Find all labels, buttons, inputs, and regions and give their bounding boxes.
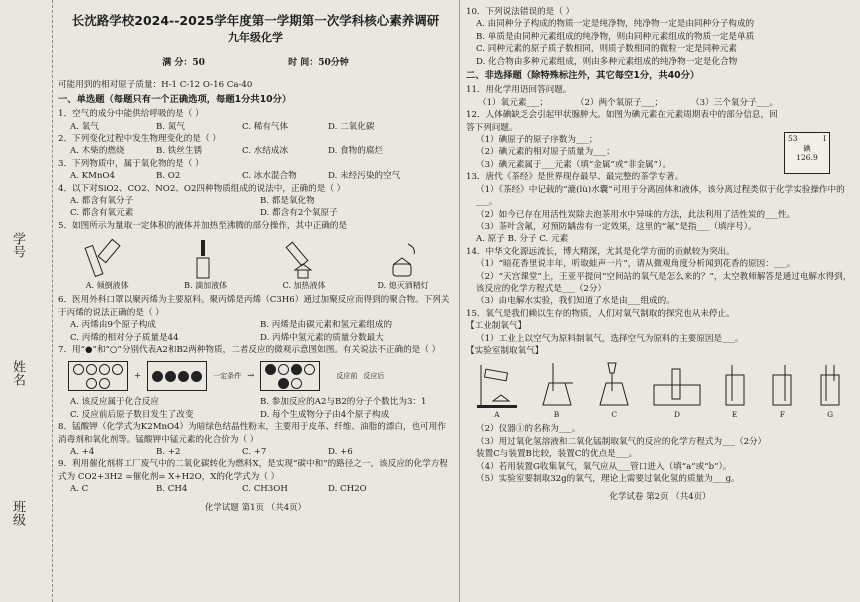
question-2-options: [58, 145, 453, 157]
atomic-number: 53: [788, 134, 798, 143]
question-9: 9．利用催化剂将工厂废气中的二氧化碳转化为燃料X，是实现“碳中和”的路径之一，该反应的化学方程式为 CO2+3H2 =催化剂= X+H2O，X的化学式为（ ）: [58, 459, 448, 482]
question-13: 13．唐代《茶经》是世界现存最早、最完整的茶学专著。: [466, 172, 684, 183]
option: C. 都含有氧元素: [70, 208, 134, 219]
pour-liquid-icon: [82, 238, 132, 280]
option: A. +4: [70, 446, 95, 457]
dropper-icon: [181, 238, 231, 280]
flask-funnel-icon: [537, 361, 577, 409]
option: C. CH3OH: [242, 484, 288, 495]
apparatus-label: E: [731, 409, 738, 419]
apparatus-d: [652, 361, 702, 421]
question-8: 8．锰酸钾（化学式为K2MnO4）为暗绿色结晶性粉末，主要用于皮革、纤维、油脂的漂白，也可用作消毒剂和氧化剂等。锰酸钾中锰元素的化合价为（ ）: [58, 422, 446, 445]
exam-subtitle: 九年级化学: [228, 31, 283, 44]
margin-label-class: 班级: [10, 500, 25, 526]
plus-sign: +: [134, 371, 142, 382]
question-5-figures: [58, 234, 453, 292]
figure-extinguish-lamp: [378, 238, 429, 292]
option: A. 氧气: [70, 121, 99, 132]
option: B. O2: [156, 171, 181, 182]
section-2-heading: 二、非选择题（除特殊标注外，其它每空1分，共40分）: [466, 70, 700, 82]
option: A. 木柴的燃烧: [70, 146, 125, 157]
gas-bottle-icon: [767, 361, 797, 409]
apparatus-c: [594, 361, 634, 421]
question-1: 1．空气的成分中能供给呼吸的是（ ）: [58, 109, 204, 120]
score-text: 满 分：50: [162, 58, 205, 68]
lab-apparatus-row: [466, 361, 854, 421]
before-label: 反应前: [336, 372, 358, 381]
option: C. +7: [242, 446, 267, 457]
question-8-options: [58, 446, 453, 458]
right-page: [466, 6, 854, 504]
apparatus-g: [815, 361, 845, 421]
element-symbol: I: [823, 134, 826, 143]
margin-label-name: 姓名: [10, 360, 25, 386]
blank-item: （5）实验室要制取32g的氧气，理论上需要过氧化氢的质量为___g。: [476, 474, 740, 484]
option: D. CH2O: [328, 484, 367, 495]
figure-pour-liquid: [82, 238, 132, 292]
question-6-options: [58, 319, 453, 344]
option: A. 由同种分子构成的物质一定是纯净物，纯净物一定是由同种分子构成的: [476, 19, 755, 30]
question-14-items: [466, 258, 854, 308]
blank-item: （2）两个氧原子___；: [575, 97, 664, 108]
apparatus-label: D: [673, 409, 680, 419]
option: A. 该反应属于化合反应: [70, 397, 160, 408]
after-label: 反应后: [363, 372, 385, 381]
arrow-icon: →: [247, 371, 255, 382]
question-14: 14．中华文化源远流长，博大精深，尤其是化学方面的贡献较为突出。: [466, 246, 735, 257]
left-page: [58, 6, 453, 514]
blank-item: （1）“暗花香里说丰年，听取蛙声一片”，请从微观角度分析闻到花香的原因：___。: [476, 259, 796, 270]
heat-liquid-icon: [279, 238, 329, 280]
gas-bottle-icon: [815, 361, 845, 409]
question-10-options: [466, 18, 854, 68]
blank-item: （3）三个氧分子___。: [691, 97, 779, 108]
page-footer-right: 化学试卷 第2页 （共4页）: [609, 492, 711, 503]
blank-item: （3）碘元素属于___元素（填“金属”或“非金属”）。: [476, 159, 671, 170]
binding-margin: [0, 0, 53, 602]
option: B. 氮气: [156, 121, 185, 132]
apparatus-e: [720, 361, 750, 421]
apparatus-label: B: [553, 409, 560, 419]
exam-title: 长沈路学校2024--2025学年度第一学期第一次学科核心素养调研: [71, 13, 440, 28]
option: B. 单质是由同种元素组成的纯净物，则由同种元素组成的物质一定是单质: [476, 31, 755, 42]
option: B. 丙烯是由碳元素和氢元素组成的: [260, 320, 393, 331]
page-divider: [459, 0, 460, 602]
question-6: 6．医用外科口罩以聚丙烯为主要原料。聚丙烯是丙烯（C3H6）通过加聚反应而得到的聚合物。下列关于丙烯的说法正确的是（ ）: [58, 295, 450, 318]
reactant-box-a: [68, 361, 128, 391]
gas-bottle-icon: [720, 361, 750, 409]
option: C. 冰水混合物: [242, 171, 297, 182]
reactant-box-b: [147, 361, 207, 391]
figure-heat-liquid: [279, 238, 329, 292]
question-13-items: [466, 184, 854, 246]
blank-item: （2）碘元素的相对原子质量为___；: [476, 147, 615, 158]
figure-caption: C. 加热液体: [282, 280, 326, 290]
option: A. 丙烯由9个原子构成: [70, 320, 156, 331]
blank-item: （4）若用装置G收集氧气，氧气应从___管口进入（填“a”或“b”）。: [476, 461, 732, 472]
apparatus-label: F: [779, 409, 785, 419]
margin-label-id: 学号: [10, 232, 25, 258]
product-box: [260, 361, 320, 391]
question-5: 5．如图所示为量取一定体积的液体并加热至沸腾的部分操作，其中正确的是: [58, 220, 348, 231]
time-text: 时 间：50分钟: [288, 58, 349, 68]
apparatus-b: [537, 361, 577, 421]
lab-heading: 【实验室制取氧气】: [466, 345, 544, 356]
flask-separatory-icon: [594, 361, 634, 409]
blank-item: （3）由电解水实验，我们知道了水是由___组成的。: [476, 296, 675, 307]
question-15-items: [466, 423, 854, 485]
blank-item: （1）氧元素___；: [478, 97, 548, 108]
water-trough-icon: [652, 361, 702, 409]
question-9-options: [58, 483, 453, 495]
question-15: 15．氧气是我们赖以生存的物质，人们对氧气制取的探究也从未停止。: [466, 308, 735, 319]
question-3: 3．下列物质中，属于氧化物的是（ ）: [58, 158, 204, 169]
industrial-question: （1）工业上以空气为原料制氧气，选择空气为原料的主要原因是___。: [476, 333, 744, 344]
blank-item: （2）仪器①的名称为___。: [476, 424, 581, 435]
atomic-mass-note: 可能用到的相对原子质量：H-1 C-12 O-16 Ca-40: [58, 80, 253, 91]
option: C. 稀有气体: [242, 121, 289, 132]
molecule-diagram: [58, 359, 453, 393]
figure-drop-liquid: [181, 238, 231, 292]
question-11: 11．用化学用语回答问题。: [466, 85, 572, 96]
option: D. 未经污染的空气: [328, 171, 401, 182]
heating-setup-icon: [475, 361, 519, 409]
option: B. 都是氧化物: [260, 196, 315, 207]
option: B. 参加反应的A2与B2的分子个数比为3：1: [260, 397, 427, 408]
question-1-options: [58, 121, 453, 133]
blank-item: （3）茶叶含氟，对预防龋齿有一定效果，这里的“氟”是指___（填序号）。: [476, 221, 757, 232]
option: D. 化合物由多种元素组成，则由多种元素组成的纯净物一定是化合物: [476, 56, 738, 67]
option: D. 二氧化碳: [328, 121, 375, 132]
question-10: 10．下列说法错误的是（ ）: [466, 7, 575, 17]
option: D. 每个生成物分子由4个原子构成: [260, 409, 390, 420]
blank-item: 装置C与装置B比较，装置C的优点是___。: [476, 449, 638, 460]
apparatus-label: G: [827, 409, 834, 419]
question-7-options: [58, 396, 453, 421]
apparatus-f: [767, 361, 797, 421]
apparatus-label: A: [494, 409, 500, 419]
option: D. 食物的腐烂: [328, 146, 384, 157]
question-4: 4．以下对SiO2、CO2、NO2、O2四种物质组成的说法中，正确的是（ ）: [58, 183, 346, 194]
option: D. 丙烯中氢元素的质量分数最大: [260, 332, 384, 343]
option: A. C: [70, 484, 89, 495]
option: C. 同种元素的原子质子数相同，则质子数相同的微粒一定是同种元素: [476, 44, 737, 55]
option: B. +2: [156, 446, 181, 457]
option: B. 铁丝生锈: [156, 146, 203, 157]
blank-item: （2）“天宫课堂”上，王亚平提问“空间站的氧气是怎么来的？”，太空教师解答是通过电解水得到，该反应的化学方程式是___（2分）: [476, 271, 852, 294]
apparatus-label: C: [611, 409, 618, 419]
page-footer-left: 化学试题 第1页 （共4页）: [204, 502, 307, 513]
blank-item: （1）碘原子的原子序数为___；: [476, 135, 598, 146]
option: A. KMnO4: [70, 171, 115, 182]
figure-caption: D. 熄灭酒精灯: [377, 280, 429, 290]
question-11-items: [466, 97, 854, 109]
reaction-condition: 一定条件: [213, 372, 242, 381]
blank-item: （1）《茶经》中记载的“漉(lù)水囊”可用于分离固体和液体，该分离过程类似于化学实验操作中的___。: [476, 184, 845, 208]
option: C. 水结成冰: [242, 146, 289, 157]
blank-item: （3）用过氧化氢溶液和二氧化锰制取氧气的反应的化学方程式为___（2分）: [476, 436, 767, 447]
atomic-mass: 126.9: [796, 153, 818, 162]
option: D. +6: [328, 446, 353, 457]
blank-item: A. 原子 B. 分子 C. 元素: [476, 234, 569, 245]
option: C. 反应前后原子数目发生了改变: [70, 409, 194, 420]
option: A. 都含有氧分子: [70, 196, 134, 207]
question-3-options: [58, 170, 453, 182]
industrial-heading: 【工业制氧气】: [466, 321, 527, 332]
question-12: 12．人体碘缺乏会引起甲状腺肿大。如图为碘元素在元素周期表中的部分信息，回答下列问题。: [466, 110, 778, 133]
element-name: 碘: [803, 144, 811, 153]
alcohol-lamp-icon: [378, 238, 428, 280]
question-7: 7．用“●”和“○”分别代表A2和B2两种物质，二者反应的微观示意图如图。有关说法不正确的是（ ）: [58, 344, 441, 355]
option: B. CH4: [156, 484, 188, 495]
option: D. 都含有2个氧原子: [260, 208, 338, 219]
apparatus-a: [475, 361, 519, 421]
option: C. 丙烯的相对分子质量是44: [70, 332, 179, 343]
question-2: 2．下列变化过程中发生物理变化的是（ ）: [58, 134, 221, 145]
figure-caption: A. 倾倒液体: [85, 280, 129, 290]
periodic-element-card: [784, 132, 830, 174]
blank-item: （2）如今已存在用活性炭除去泡茶用水中异味的方法，此法利用了活性炭的___性。: [476, 209, 796, 220]
question-4-options: [58, 195, 453, 220]
figure-caption: B. 滴加液体: [184, 280, 228, 290]
exam-info: [58, 57, 453, 69]
section-1-heading: 一、单选题（每题只有一个正确选项，每题1分共10分）: [58, 93, 292, 105]
